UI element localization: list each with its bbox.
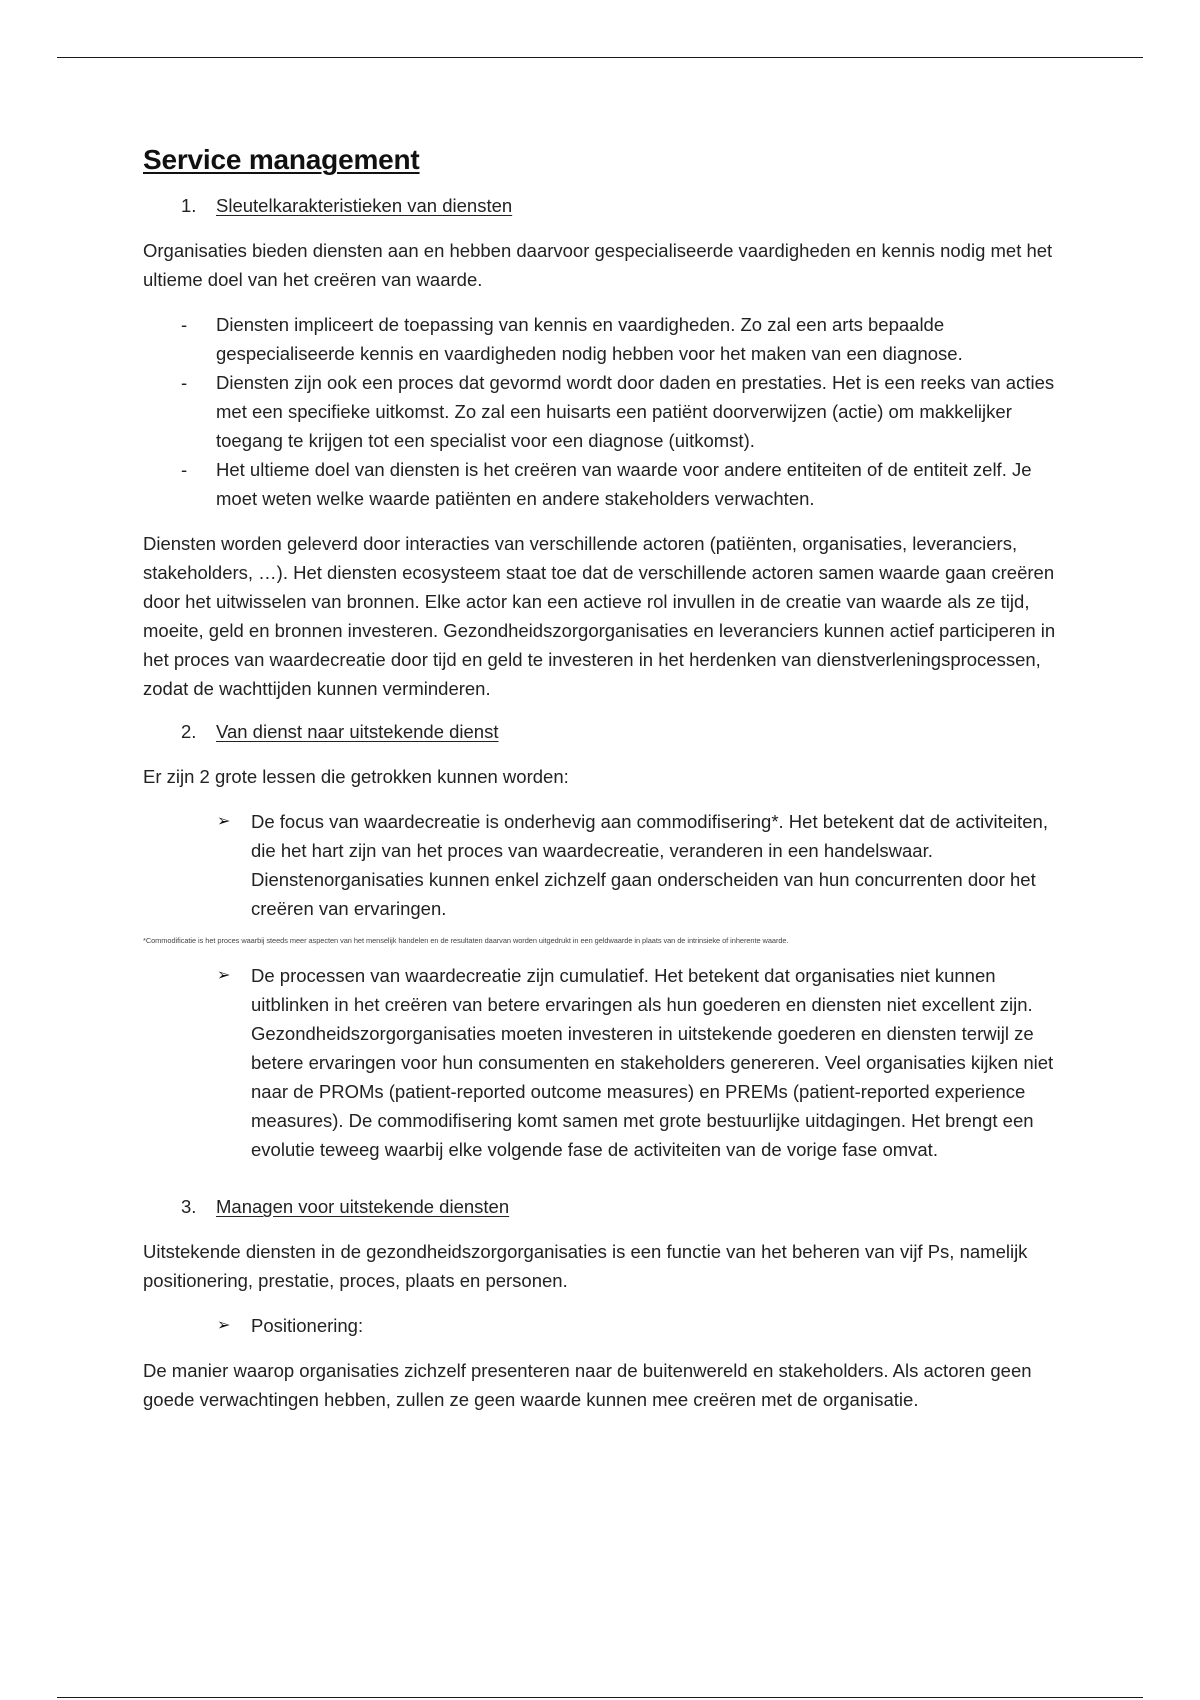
list-item-text: Diensten impliceert de toepassing van kennis en vaardigheden. Zo zal een arts bepaalde gespecialiseerde kennis en vaardigheden nodig hebben voor het maken van een diagnose. xyxy=(216,314,963,364)
list-item-text: Het ultieme doel van diensten is het creëren van waarde voor andere entiteiten of de entiteit zelf. Je moet weten welke waarde patiënten en andere stakeholders verwachten. xyxy=(216,459,1032,509)
list-item-text: De processen van waardecreatie zijn cumulatief. Het betekent dat organisaties niet kunnen uitblinken in het creëren van betere ervaringen als hun goederen en diensten niet excellent zijn. Gezondheidszorgorganisaties moeten investeren in uitstekende goederen en diensten terwijl ze betere ervaringen voor hun consumenten en stakeholders genereren. Veel organisaties kijken niet naar de PROMs (patient-reported outcome measures) en PREMs (patient-reported experience measures). De commodifisering komt samen met grote bestuurlijke uitdagingen. Het brengt een evolutie teweeg waarbij elke volgende fase de activiteiten van de vorige fase omvat. xyxy=(251,965,1054,1160)
list-item xyxy=(143,455,1063,513)
section-1-bullet-list xyxy=(143,310,1063,513)
section-3-paragraph: De manier waarop organisaties zichzelf presenteren naar de buitenwereld en stakeholders. Als actoren geen goede verwachtingen hebben, zullen ze geen waarde kunnen mee creëren met de organisatie. xyxy=(143,1360,1032,1410)
section-3-intro: Uitstekende diensten in de gezondheidszorgorganisaties is een functie van het beheren van vijf Ps, namelijk positionering, prestatie, proces, plaats en personen. xyxy=(143,1241,1028,1291)
list-item xyxy=(143,807,1063,923)
dash-bullet-icon: - xyxy=(181,372,188,393)
section-heading-1 xyxy=(143,193,1063,219)
list-item-text: Positionering: xyxy=(251,1315,364,1336)
list-item xyxy=(143,961,1063,1164)
list-item xyxy=(143,368,1063,455)
section-number-2: 2. xyxy=(181,721,197,742)
section-1-intro: Organisaties bieden diensten aan en hebben daarvoor gespecialiseerde vaardigheden en kennis nodig met het ultieme doel van het creëren van waarde. xyxy=(143,240,1053,290)
section-number-3: 3. xyxy=(181,1196,197,1217)
footer-rule xyxy=(57,1697,1143,1698)
section-title-2: Van dienst naar uitstekende dienst xyxy=(216,721,499,742)
section-1-closing: Diensten worden geleverd door interacties van verschillende actoren (patiënten, organisaties, leveranciers, stakeholders, …). Het diensten ecosysteem staat toe dat de verschillende actoren samen waarde gaan creëren door het uitwisselen van bronnen. Elke actor kan een actieve rol invullen in de creatie van waarde als ze tijd, moeite, geld en bronnen investeren. Gezondheidszorgorganisaties en leveranciers kunnen actief participeren in het proces van waardecreatie door tijd en geld te investeren in het herdenken van dienstverleningsprocessen, zodat de wachttijden kunnen verminderen. xyxy=(143,533,1056,699)
footnote: *Commodificatie is het proces waarbij steeds meer aspecten van het menselijk handelen en de resultaten daarvan worden uitgedrukt in een geldwaarde in plaats van de intrinsieke of inherente waarde. xyxy=(143,936,789,945)
arrow-bullet-icon: ➢ xyxy=(217,1317,231,1334)
section-3-arrow-list xyxy=(143,1311,1063,1340)
arrow-bullet-icon: ➢ xyxy=(217,813,231,830)
section-number-1: 1. xyxy=(181,195,197,216)
dash-bullet-icon: - xyxy=(181,314,188,335)
list-item-text: De focus van waardecreatie is onderhevig aan commodifisering*. Het betekent dat de activiteiten, die het hart zijn van het proces van waardecreatie, veranderen in een handelswaar. Dienstenorganisaties kunnen enkel zichzelf gaan onderscheiden van hun concurrenten door het creëren van ervaringen. xyxy=(251,811,1048,919)
list-item-text: Diensten zijn ook een proces dat gevormd wordt door daden en prestaties. Het is een reeks van acties met een specifieke uitkomst. Zo zal een huisarts een patiënt doorverwijzen (actie) om makkelijker toegang te krijgen tot een specialist voor een diagnose (uitkomst). xyxy=(216,372,1055,451)
document-page xyxy=(143,144,1063,1430)
section-2-arrow-list-1 xyxy=(143,807,1063,923)
section-title-3: Managen voor uitstekende diensten xyxy=(216,1196,510,1217)
header-rule xyxy=(57,57,1143,58)
page-title: Service management xyxy=(143,144,420,175)
section-heading-2 xyxy=(143,719,1063,745)
list-item xyxy=(143,1311,1063,1340)
dash-bullet-icon: - xyxy=(181,459,188,480)
section-2-intro: Er zijn 2 grote lessen die getrokken kunnen worden: xyxy=(143,766,569,787)
list-item xyxy=(143,310,1063,368)
section-2-arrow-list-2 xyxy=(143,961,1063,1164)
arrow-bullet-icon: ➢ xyxy=(217,967,231,984)
section-heading-3 xyxy=(143,1194,1063,1220)
section-title-1: Sleutelkarakteristieken van diensten xyxy=(216,195,513,216)
